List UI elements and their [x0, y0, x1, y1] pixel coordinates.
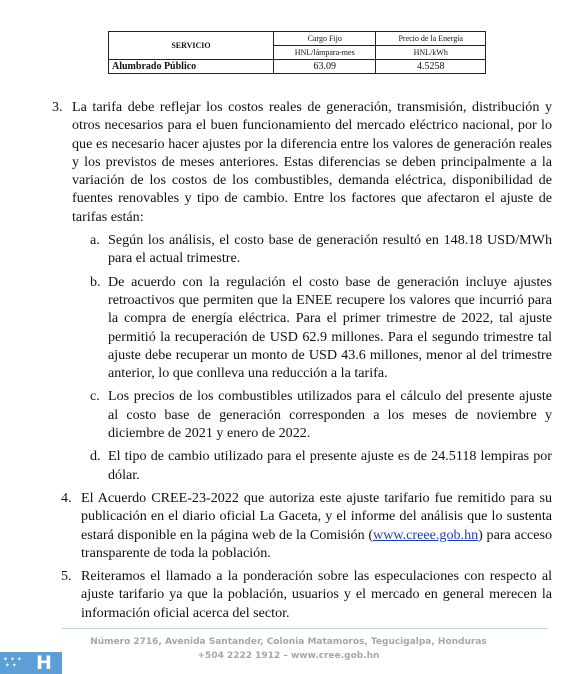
paragraph-text-after-link: ) para acceso transparente de toda la población. — [81, 526, 552, 561]
list-number: 5. — [61, 568, 72, 585]
honduras-logo — [0, 652, 62, 674]
col-header-energy: Precio de la Energía — [376, 32, 486, 46]
sublist-letter: b. — [90, 273, 101, 290]
sublist-letter: d. — [90, 448, 101, 465]
list-number: 4. — [61, 489, 72, 506]
paragraph-text: Reiteramos el llamado a la ponderación sobre las especulaciones con respecto al ajuste tarifario ya que la población, usuarios y el mercado en general merecen la información oficial acerca del sector. — [81, 568, 552, 621]
paragraph-text-before-link: El Acuerdo CREE-23-2022 que autoriza este ajuste tarifario fue remitido para su publicación en el diario oficial La Gaceta, y el informe del análisis que lo sustenta estará disponible en la página web de la Comisión ( — [81, 489, 552, 543]
row-value-energy: 4.5258 — [376, 60, 486, 74]
sublist-item-b — [52, 273, 552, 383]
table-header-row — [109, 32, 486, 46]
logo-letter: H — [36, 652, 52, 674]
list-item-4 — [52, 489, 552, 562]
footer-address: Número 2716, Avenida Santander, Colonia Matamoros, Tegucigalpa, Honduras — [90, 637, 487, 647]
paragraph-text: De acuerdo con la regulación el costo base de generación incluye ajustes retroactivos que permiten que la ENEE recupere los valores que incurrió para la compra de energía eléctrica. Para el primer trimestre de 2022, tal ajuste permitió la recuperación de USD 62.9 millones. Para el segundo trimestre tal ajuste debe recuperar un monto de USD 43.6 millones, menor al del trimestre anterior, lo que conlleva una reducción a la tarifa. — [108, 273, 552, 382]
footer-divider — [62, 628, 548, 629]
row-label-service: Alumbrado Público — [109, 60, 274, 74]
tariff-table — [108, 31, 486, 74]
footer-contact: +504 2222 1912 – www.cree.gob.hn — [197, 651, 380, 661]
col-header-fixed: Cargo Fijo — [274, 32, 376, 46]
col-unit-energy: HNL/kWh — [376, 46, 486, 60]
stars-icon: ✦ ✦ ✦ ✦ ✦ — [3, 656, 22, 669]
page-footer — [0, 635, 577, 663]
table-row — [109, 60, 486, 74]
sublist-item-c — [52, 387, 552, 442]
sublist-item-d — [52, 447, 552, 484]
list-item-5 — [52, 567, 552, 622]
paragraph-text: Los precios de los combustibles utilizados para el cálculo del presente ajuste al costo base de generación corresponden a los meses de noviembre y diciembre de 2021 y enero de 2022. — [108, 388, 552, 442]
tariff-table-wrap — [108, 31, 486, 74]
document-body — [52, 98, 552, 622]
sublist-item-a — [52, 231, 552, 268]
col-unit-fixed: HNL/lámpara-mes — [274, 46, 376, 60]
sublist-letter: c. — [90, 388, 100, 405]
col-header-service: SERVICIO — [109, 32, 274, 60]
cree-website-link[interactable]: www.creee.gob.hn — [373, 526, 479, 543]
paragraph-text: La tarifa debe reflejar los costos reales de generación, transmisión, distribución y otros necesarios para el buen funcionamiento del mercado eléctrico nacional, por lo que es necesario hacer ajustes por la diferencia entre los valores de generación reales y los previstos de meses anteriores. Estas diferencias se deben principalmente a la variación de los costos de los combustibles, demanda eléctrica, disponibilidad de fuentes renovables y tipo de cambio. Entre los factores que afectaron el ajuste de tarifas están: — [72, 99, 552, 225]
list-item-3 — [52, 98, 552, 226]
paragraph-text: El tipo de cambio utilizado para el presente ajuste es de 24.5118 lempiras por dólar. — [108, 448, 552, 483]
paragraph-text: Según los análisis, el costo base de generación resultó en 148.18 USD/MWh para el actual trimestre. — [108, 232, 552, 267]
list-number: 3. — [52, 99, 63, 115]
row-value-fixed: 63.09 — [274, 60, 376, 74]
sublist-letter: a. — [90, 232, 100, 249]
